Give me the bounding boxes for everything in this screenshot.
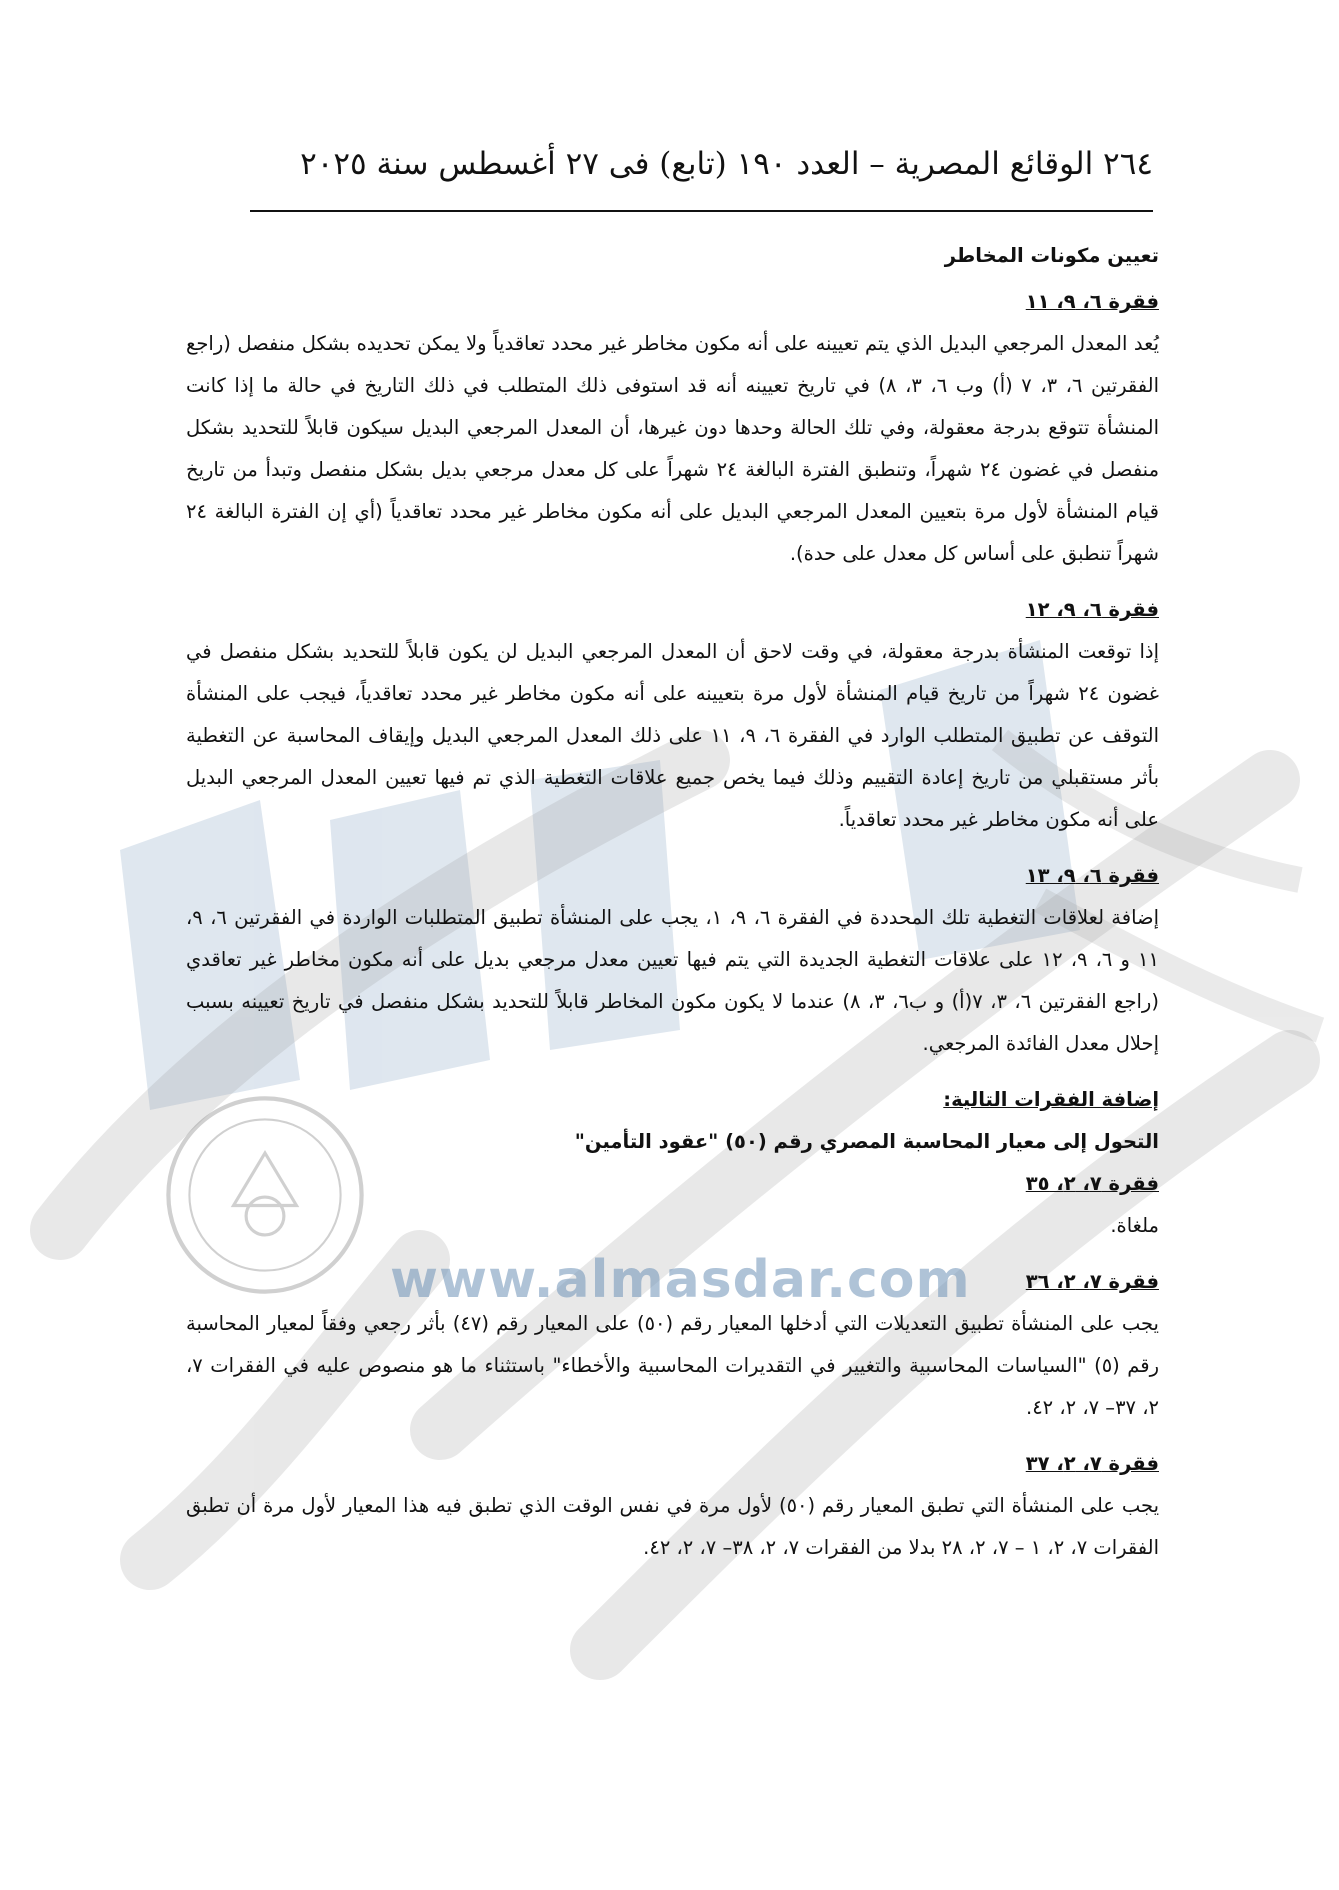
para-heading-6-9-13: فقرة ٦، ٩، ١٣ [1025,864,1159,887]
paragraph-6-9-12: إذا توقعت المنشأة بدرجة معقولة، في وقت لاحق أن المعدل المرجعي البديل لن يكون قابلاً للتحديد بشكل منفصل في غضون ٢٤ شهراً من تاريخ قيام المنشأة لأول مرة بتعيينه على أنه مكون مخاطر غير محدد تعاقدياً، فيجب على المنشأة التوقف عن تطبيق المتطلب الوارد في الفقرة ٦، ٩، ١١ على ذلك المعدل المرجعي البديل وإيقاف المحاسبة عن التغطية بأثر مستقبلي من تاريخ إعادة التقييم وذلك فيما يخص جميع علاقات التغطية الذي تم فيها تعيين المعدل المرجعي البديل على أنه مكون مخاطر غير محدد تعاقدياً. [186,640,1160,831]
paragraph-7-2-35: ملغاة. [1110,1214,1159,1237]
para-heading-7-2-37: فقرة ٧، ٢، ٣٧ [1025,1452,1159,1475]
paragraph-6-9-13: إضافة لعلاقات التغطية تلك المحددة في الفقرة ٦، ٩، ١، يجب على المنشأة تطبيق المتطلبات الواردة في الفقرتين ٦، ٩، ١١ و ٦، ٩، ١٢ على علاقات التغطية الجديدة التي يتم فيها تعيين معدل مرجعي بديل على أنه مكون مخاطر غير تعاقدي (راجع الفقرتين ٦، ٣، ٧(أ) و ب٦، ٣، ٨) عندما لا يكون مكون المخاطر قابلاً للتحديد بشكل منفصل في تاريخ تعيينه بسبب إحلال معدل الفائدة المرجعي. [186,906,1159,1055]
para-heading-6-9-11: فقرة ٦، ٩، ١١ [1025,290,1159,313]
para-heading-6-9-12: فقرة ٦، ٩، ١٢ [1025,598,1159,621]
para-heading-7-2-35: فقرة ٧، ٢، ٣٥ [1025,1172,1159,1195]
section-title-transition-standard-50: التحول إلى معيار المحاسبة المصري رقم (٥٠) "عقود التأمين" [574,1130,1159,1153]
section-title-risk-components: تعيين مكونات المخاطر [944,244,1159,267]
header-title: ٢٦٤ الوقائع المصرية – العدد ١٩٠ (تابع) فى ٢٧ أغسطس سنة ٢٠٢٥ [300,146,1153,182]
website-watermark: www.almasdar.com [390,1250,971,1310]
paragraph-7-2-36: يجب على المنشأة تطبيق التعديلات التي أدخلها المعيار رقم (٥٠) على المعيار رقم (٤٧) بأثر رجعي وفقاً لمعيار المحاسبة رقم (٥) "السياسات المحاسبية والتغيير في التقديرات المحاسبية والأخطاء" باستثناء ما هو منصوص عليه في الفقرات ٧، ٢، ٣٧– ٧، ٢، ٤٢. [186,1312,1159,1419]
para-heading-7-2-36: فقرة ٧، ٢، ٣٦ [1025,1270,1159,1293]
document-body [186,235,1159,1569]
page-header [250,140,1153,212]
paragraph-7-2-37: يجب على المنشأة التي تطبق المعيار رقم (٥٠) لأول مرة في نفس الوقت الذي تطبق فيه هذا المعيار لأول مرة أن تطبق الفقرات ٧، ٢، ١ – ٧، ٢، ٢٨ بدلا من الفقرات ٧، ٢، ٣٨– ٧، ٢، ٤٢. [186,1494,1159,1559]
heading-add-paragraphs: إضافة الفقرات التالية: [943,1088,1159,1111]
paragraph-6-9-11: يُعد المعدل المرجعي البديل الذي يتم تعيينه على أنه مكون مخاطر غير محدد تعاقدياً ولا يمكن تحديده بشكل منفصل (راجع الفقرتين ٦، ٣، ٧ (أ) وب ٦، ٣، ٨) في تاريخ تعيينه أنه قد استوفى ذلك المتطلب في ذلك التاريخ في حالة ما إذا كانت المنشأة تتوقع بدرجة معقولة، وفي تلك الحالة وحدها دون غيرها، أن المعدل المرجعي البديل سيكون قابلاً للتحديد بشكل منفصل في غضون ٢٤ شهراً، وتنطبق الفترة البالغة ٢٤ شهراً على كل معدل مرجعي بديل بشكل منفصل وتبدأ من تاريخ قيام المنشأة لأول مرة بتعيين المعدل المرجعي البديل على أنه مكون مخاطر غير محدد تعاقدياً (أي إن الفترة البالغة ٢٤ شهراً تنطبق على أساس كل معدل على حدة). [186,332,1160,565]
